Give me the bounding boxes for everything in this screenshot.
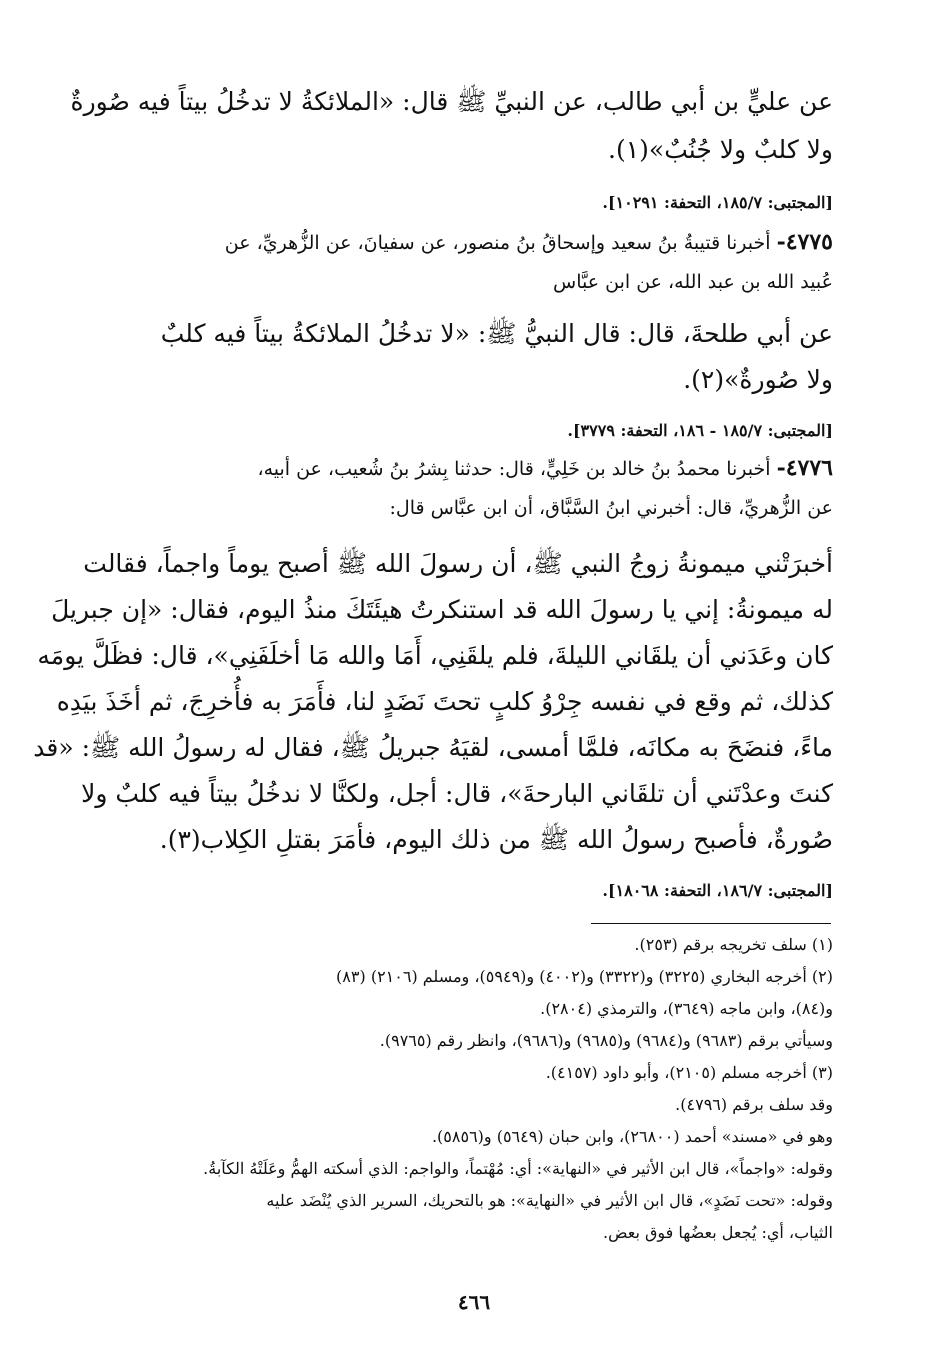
hadith-4776-matn-line-4: كذلك، ثم وقع في نفسه جِرْوُ كلبٍ تحتَ نَضَدٍ لنا، فأَمَرَ به فأُخرِجَ، ثم أخَذَ بيَدِه <box>56 687 833 716</box>
hadith-4776-isnad-line-2: عن الزُّهريِّ، قال: أخبرني ابنُ السَّبَّاق، أن ابن عبَّاس قال: <box>389 497 833 519</box>
hadith-4776-matn-line-1: أخبرَتْني ميمونةُ زوجُ النبي ﷺ، أن رسولَ الله ﷺ أصبح يوماً واجماً، فقالت <box>83 549 833 578</box>
page-number: ٤٦٦ <box>457 1290 491 1314</box>
footnote-2-line-3: وسيأتي برقم (٩٦٨٣) و(٩٦٨٤) و(٩٦٨٥) و(٩٦٨٦)، وانظر رقم (٩٧٦٥). <box>379 1031 833 1050</box>
hadith-4775-isnad-line-2: عُبيد الله بن عبد الله، عن ابن عبَّاس <box>553 271 833 293</box>
hadith-4775-number: ٤٧٧٥- <box>776 229 833 255</box>
hadith-4776-matn-line-3: كان وعَدَني أن يلقَاني الليلةَ، فلم يلقَنِي، أَمَا والله مَا أخلَفَنِي»، قال: فظَلَّ يومَه <box>37 641 833 670</box>
hadith-4776-matn-line-2: له ميمونةُ: إني يا رسولَ الله قد استنكرتُ هيئَتَكَ منذُ اليوم، فقال: «إن جبريلَ <box>51 595 833 624</box>
footnote-3-line-5: وقوله: «تحت نَضَدٍ»، قال ابن الأثير في «النهاية»: هو بالتحريك، السرير الذي يُنْضَد عليه <box>266 1191 833 1210</box>
hadith-4774-line-1: عن عليٍّ بن أبي طالب، عن النبيِّ ﷺ قال: «الملائكةُ لا تدخُلُ بيتاً فيه صُورةٌ <box>70 87 833 116</box>
footnote-1: (١) سلف تخريجه برقم (٢٥٣). <box>634 935 833 954</box>
footnote-3-line-1: (٣) أخرجه مسلم (٢١٠٥)، وأبو داود (٤١٥٧). <box>545 1063 833 1082</box>
hadith-4775-isnad-text: أخبرنا قتيبةُ بنُ سعيد وإسحاقُ بنُ منصور، عن سفيانَ، عن الزُّهريِّ، عن <box>224 232 771 254</box>
hadith-4776-matn-line-5: ماءً، فنضَحَ به مكانَه، فلمَّا أمسى، لقيَهُ جبريلُ ﷺ، فقال له رسولُ الله ﷺ: «قد <box>33 733 833 762</box>
hadith-4775-matn-line-2: ولا صُورةٌ»(٢). <box>683 365 833 394</box>
hadith-4776-isnad-line-1 <box>115 452 833 485</box>
footnote-3-line-4: وقوله: «واجماً»، قال ابن الأثير في «النهاية»: أي: مُهْتماً، والواجم: الذي أسكته الهمُّ وعَلَتْهُ الكآبةُ. <box>203 1159 833 1178</box>
hadith-4776-matn-line-6: كنتَ وعدْتَني أن تلقَاني البارحةَ»، قال: أجل، ولكنَّا لا ندخُلُ بيتاً فيه كلبٌ ولا <box>81 779 833 808</box>
footnote-3-line-6: الثياب، أي: يُجعل بعضُها فوق بعض. <box>603 1223 833 1242</box>
hadith-4774-line-2: ولا كلبٌ ولا جُنُبٌ»(١). <box>608 135 833 164</box>
hadith-4776-isnad-text: أخبرنا محمدُ بنُ خالد بن خَلِيٍّ، قال: حدثنا بِشرُ بنُ شُعيب، عن أبيه، <box>257 458 771 480</box>
footnote-3-line-3: وهو في «مسند» أحمد (٢٦٨٠٠)، وابن حبان (٥٦٤٩) و(٥٨٥٦). <box>431 1127 833 1146</box>
hadith-4775-reference: [المجتبى: ١٨٥/٧ - ١٨٦، التحفة: ٣٧٧٩]. <box>567 421 833 440</box>
footnote-2-line-1: (٢) أخرجه البخاري (٣٢٢٥) و(٣٣٢٢) و(٤٠٠٢) و(٥٩٤٩)، ومسلم (٢١٠٦) (٨٣) <box>336 967 833 986</box>
footnote-3-line-2: وقد سلف برقم (٤٧٩٦). <box>675 1095 833 1114</box>
footnote-divider <box>591 923 831 924</box>
footnote-2-line-2: و(٨٤)، وابن ماجه (٣٦٤٩)، والترمذي (٢٨٠٤). <box>540 999 833 1018</box>
hadith-4775-matn-line-1: عن أبي طلحةَ، قال: قال النبيُّ ﷺ: «لا تدخُلُ الملائكةُ بيتاً فيه كلبٌ <box>160 319 833 348</box>
hadith-4776-number: ٤٧٧٦- <box>776 455 833 481</box>
hadith-4774-reference: [المجتبى: ١٨٥/٧، التحفة: ١٠٢٩١]. <box>602 193 833 212</box>
hadith-4775-isnad-line-1 <box>115 226 833 259</box>
hadith-4776-matn-line-7: صُورةٌ، فأصبح رسولُ الله ﷺ من ذلك اليوم، فأمَرَ بقتلِ الكِلاب(٣). <box>159 825 833 854</box>
hadith-4776-reference: [المجتبى: ١٨٦/٧، التحفة: ١٨٠٦٨]. <box>602 881 833 900</box>
